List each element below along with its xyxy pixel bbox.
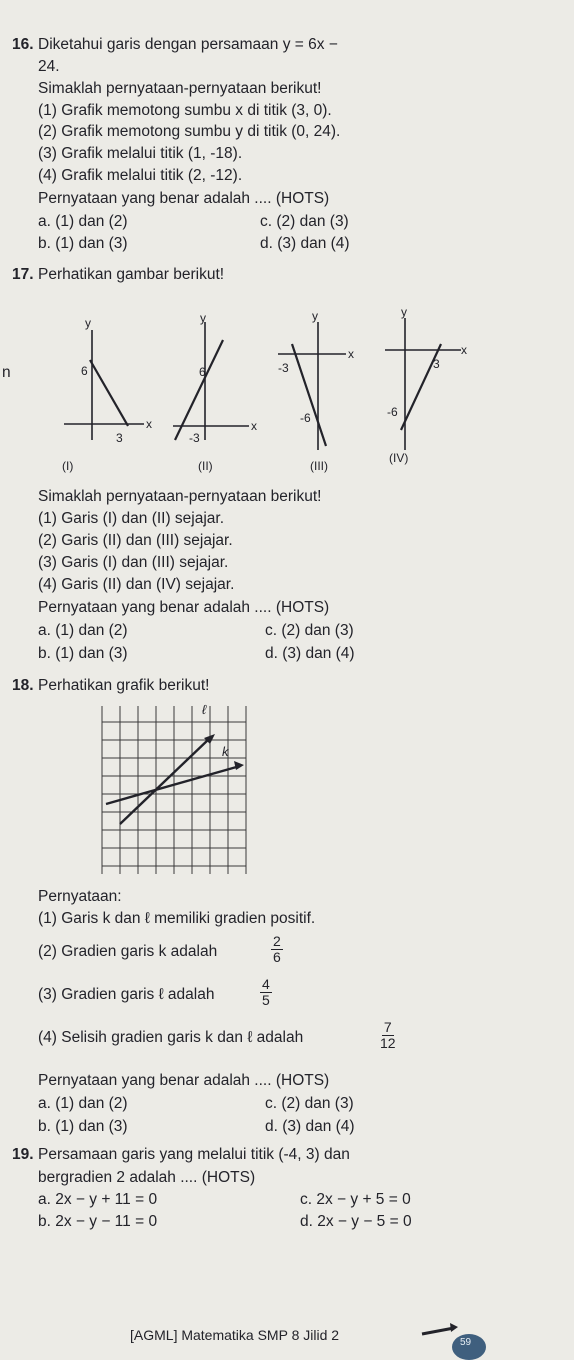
q18-line-l [120, 738, 210, 824]
graph-1-x-label: x [146, 417, 152, 431]
q17-statement-3: (3) Garis (I) dan (III) sejajar. [38, 554, 229, 571]
q16-statement-2: (2) Grafik memotong sumbu y di titik (0, 24). [38, 123, 341, 140]
graph-3-y-label: y [312, 309, 318, 323]
graph-4-label: (IV) [389, 451, 409, 465]
q18-line-k-label: k [222, 744, 229, 759]
q18-statement-3: (3) Gradien garis ℓ adalah [38, 986, 215, 1003]
q16-line1: Diketahui garis dengan persamaan y = 6x − [38, 36, 338, 53]
graph-1-line [90, 360, 128, 426]
graph-2 [165, 300, 275, 480]
q18-grid [102, 706, 246, 874]
q18-s4-denominator: 12 [380, 1035, 396, 1051]
q18-statement-3-fraction [260, 977, 272, 1008]
q18-s2-numerator: 2 [273, 933, 281, 949]
q19-option-b[interactable]: b. 2x − y − 11 = 0 [38, 1213, 158, 1230]
q17-option-b[interactable]: b. (1) dan (3) [38, 645, 128, 662]
q18-statement-2: (2) Gradien garis k adalah [38, 943, 218, 960]
graph-2-label: (II) [198, 459, 213, 473]
q19-option-d[interactable]: d. 2x − y − 5 = 0 [300, 1213, 412, 1230]
page-number: 59 [460, 1337, 472, 1348]
graph-1-y-label: y [85, 316, 91, 330]
graph-3-x-label: x [348, 347, 354, 361]
q18-s3-numerator: 4 [262, 976, 270, 992]
q16-question: Pernyataan yang benar adalah .... (HOTS) [38, 190, 330, 207]
graph-3-y-value: -6 [300, 411, 311, 425]
q18-option-b[interactable]: b. (1) dan (3) [38, 1118, 128, 1135]
q16-statement-1: (1) Grafik memotong sumbu x di titik (3, 0). [38, 102, 332, 119]
q17-statement-1: (1) Garis (I) dan (II) sejajar. [38, 510, 225, 527]
graph-1 [60, 300, 170, 480]
graph-3-label: (III) [310, 459, 328, 473]
margin-char: n [2, 364, 11, 381]
graph-4-y-value: -6 [387, 405, 398, 419]
q16-statement-4: (4) Grafik melalui titik (2, -12). [38, 167, 243, 184]
q17-statement-4: (4) Garis (II) dan (IV) sejajar. [38, 576, 235, 593]
page-number-badge [452, 1334, 486, 1360]
q19-number: 19. [12, 1146, 34, 1163]
graph-4-y-label: y [401, 305, 407, 319]
q19-line2: bergradien 2 adalah .... (HOTS) [38, 1169, 256, 1186]
q16-intro: Simaklah pernyataan-pernyataan berikut! [38, 80, 322, 97]
q16-option-b[interactable]: b. (1) dan (3) [38, 235, 128, 252]
q18-line-k-arrow [234, 761, 244, 770]
q18-option-a[interactable]: a. (1) dan (2) [38, 1095, 128, 1112]
q18-statement-1: (1) Garis k dan ℓ memiliki gradien positif. [38, 910, 316, 927]
graph-3-line [292, 344, 326, 446]
q18-option-c[interactable]: c. (2) dan (3) [265, 1095, 354, 1112]
q17-title: Perhatikan gambar berikut! [38, 266, 225, 283]
q17-intro: Simaklah pernyataan-pernyataan berikut! [38, 488, 322, 505]
q18-question: Pernyataan yang benar adalah .... (HOTS) [38, 1072, 330, 1089]
q17-option-c[interactable]: c. (2) dan (3) [265, 622, 354, 639]
graph-4-x-value: 3 [433, 357, 440, 371]
q17-option-a[interactable]: a. (1) dan (2) [38, 622, 128, 639]
q17-question: Pernyataan yang benar adalah .... (HOTS) [38, 599, 330, 616]
graph-2-y-label: y [200, 311, 206, 325]
q19-option-c[interactable]: c. 2x − y + 5 = 0 [300, 1191, 411, 1208]
graph-1-label: (I) [62, 459, 74, 473]
graph-1-x-value: 3 [116, 431, 123, 445]
q18-grid-graph [98, 700, 278, 880]
q18-statement-2-fraction [271, 934, 283, 965]
q17-option-d[interactable]: d. (3) dan (4) [265, 645, 355, 662]
graph-2-y-value: 6 [199, 365, 206, 379]
q17-number: 17. [12, 266, 34, 283]
graph-2-x-value: -3 [189, 431, 200, 445]
q18-statements-title: Pernyataan: [38, 888, 122, 905]
q19-line1: Persamaan garis yang melalui titik (-4, 3) dan [38, 1146, 350, 1163]
graph-3-x-value: -3 [278, 361, 289, 375]
graph-3 [270, 300, 380, 480]
q18-s3-denominator: 5 [262, 992, 270, 1008]
q16-option-c[interactable]: c. (2) dan (3) [260, 213, 349, 230]
graph-2-line [175, 340, 223, 440]
q18-number: 18. [12, 677, 34, 694]
q16-number: 16. [12, 36, 34, 53]
graph-4 [375, 300, 485, 480]
graph-1-y-value: 6 [81, 364, 88, 378]
q18-option-d[interactable]: d. (3) dan (4) [265, 1118, 355, 1135]
footer-text: [AGML] Matematika SMP 8 Jilid 2 [130, 1327, 340, 1343]
q19-option-a[interactable]: a. 2x − y + 11 = 0 [38, 1191, 158, 1208]
q17-statement-2: (2) Garis (II) dan (III) sejajar. [38, 532, 233, 549]
q18-s2-denominator: 6 [273, 949, 281, 965]
q18-s4-numerator: 7 [383, 1019, 392, 1035]
graph-2-x-label: x [251, 419, 257, 433]
q16-line2: 24. [38, 58, 60, 75]
q18-line-l-label: ℓ [202, 702, 207, 717]
q18-statement-4: (4) Selisih gradien garis k dan ℓ adalah [38, 1029, 304, 1046]
q16-option-a[interactable]: a. (1) dan (2) [38, 213, 128, 230]
q16-statement-3: (3) Grafik melalui titik (1, -18). [38, 145, 243, 162]
q16-option-d[interactable]: d. (3) dan (4) [260, 235, 350, 252]
graph-4-x-label: x [461, 343, 467, 357]
q18-statement-4-fraction [378, 1020, 398, 1051]
q18-title: Perhatikan grafik berikut! [38, 677, 210, 694]
